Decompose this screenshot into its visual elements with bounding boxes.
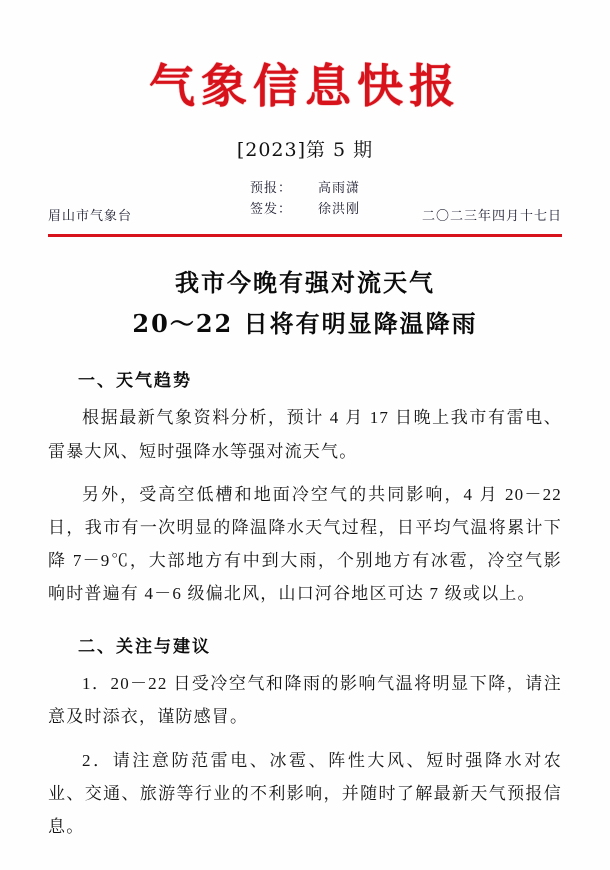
section-1-paragraph-1: 根据最新气象资料分析，预计 4 月 17 日晚上我市有雷电、雷暴大风、短时强降水等强对流天气。 bbox=[48, 408, 562, 461]
section-heading-1: 一、天气趋势 bbox=[78, 371, 192, 392]
issuing-office: 眉山市气象台 bbox=[48, 207, 133, 223]
approver-value: 徐洪刚 bbox=[318, 200, 361, 216]
red-divider bbox=[48, 234, 562, 237]
masthead bbox=[48, 0, 562, 113]
masthead-title: 气象信息快报 bbox=[149, 59, 461, 113]
document-meta bbox=[48, 178, 562, 226]
section-heading-2: 二、关注与建议 bbox=[78, 637, 211, 658]
document-body bbox=[48, 263, 562, 843]
section-1-paragraph-2: 另外，受高空低槽和地面冷空气的共同影响，4 月 20－22 日，我市有一次明显的降温降水天气过程，日平均气温将累计下降 7－9℃，大部地方有中到大雨，个别地方有冰雹，冷空气影响时普遍有 4－6 级偏北风，山口河谷地区可达 7 级或以上。 bbox=[48, 484, 562, 604]
forecaster-row bbox=[250, 178, 360, 199]
document-title-line-2: 20～22 日将有明显降温降雨 bbox=[132, 308, 478, 338]
meta-center-group bbox=[250, 178, 360, 220]
approver-label: 签发： bbox=[249, 200, 292, 216]
section-attention-advice bbox=[48, 632, 562, 843]
forecaster-label: 预报： bbox=[249, 179, 292, 195]
section-2-paragraph-2: 2．请注意防范雷电、冰雹、阵性大风、短时强降水对农业、交通、旅游等行业的不利影响，并随时了解最新天气预报信息。 bbox=[48, 750, 562, 836]
issue-date: 二〇二三年四月十七日 bbox=[421, 207, 562, 223]
section-2-paragraph-1: 1．20－22 日受冷空气和降雨的影响气温将明显下降，请注意及时添衣，谨防感冒。 bbox=[48, 674, 562, 727]
document-title-line-1: 我市今晚有强对流天气 bbox=[175, 267, 435, 297]
forecaster-value: 高雨潇 bbox=[318, 179, 361, 195]
document-title bbox=[48, 263, 562, 345]
approver-row bbox=[250, 199, 360, 220]
issue-number: [2023]第 5 期 bbox=[236, 138, 374, 161]
section-weather-trend bbox=[48, 366, 562, 610]
